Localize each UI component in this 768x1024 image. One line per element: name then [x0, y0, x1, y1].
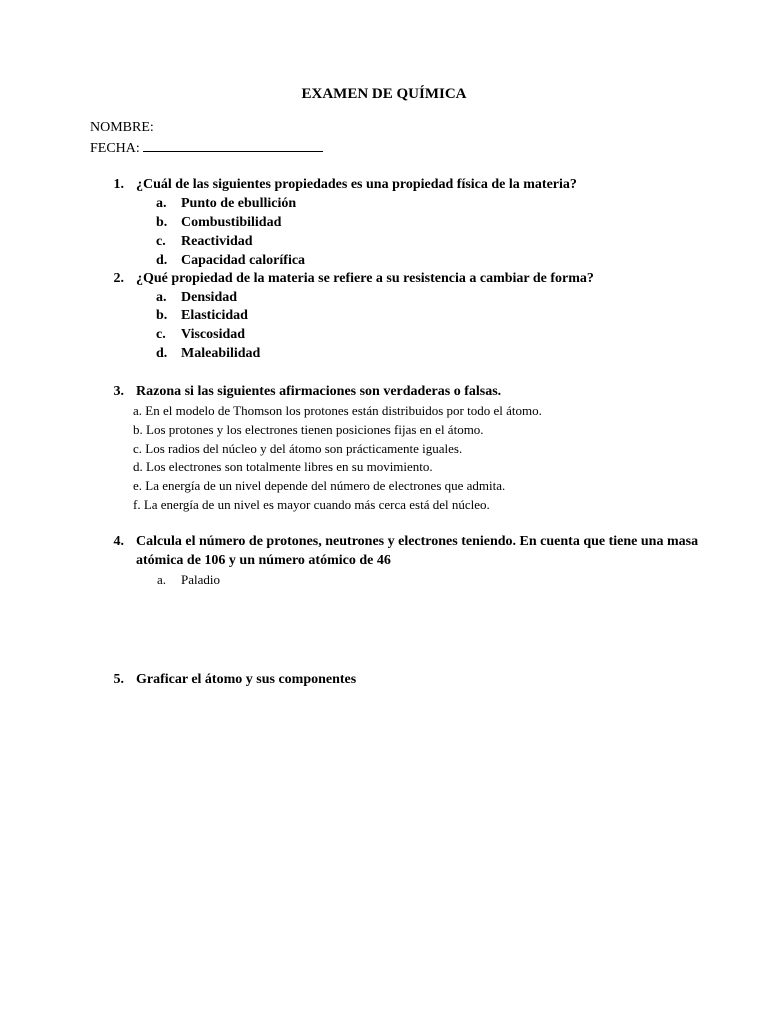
q1-option-d-letter: d.	[156, 253, 168, 268]
q1-option-a-letter: a.	[156, 196, 167, 211]
q2-option-c-text: Viscosidad	[181, 327, 246, 342]
date-field	[90, 139, 323, 157]
name-label: NOMBRE:	[90, 120, 154, 135]
question-4-text-line2: atómica de 106 y un número atómico de 46	[136, 553, 391, 568]
q2-option-b-text: Elasticidad	[181, 308, 248, 323]
q3-statement-f: f. La energía de un nivel es mayor cuando más cerca está del núcleo.	[133, 497, 490, 512]
question-3-text: Razona si las siguientes afirmaciones son verdaderas o falsas.	[136, 384, 502, 399]
date-blank-line	[143, 139, 323, 152]
question-5-number: 5.	[113, 672, 124, 687]
q1-option-b-letter: b.	[156, 215, 168, 230]
q1-option-c-text: Reactividad	[181, 234, 253, 249]
q3-statement-d: d. Los electrones son totalmente libres en su movimiento.	[133, 459, 433, 474]
q1-option-c-letter: c.	[156, 234, 166, 249]
question-1-number: 1.	[113, 177, 124, 192]
q2-option-d-text: Maleabilidad	[181, 346, 261, 361]
q2-option-c-letter: c.	[156, 327, 166, 342]
q4-option-a-text: Paladio	[181, 572, 220, 587]
q3-statement-e: e. La energía de un nivel depende del número de electrones que admita.	[133, 478, 506, 493]
q2-option-d-letter: d.	[156, 346, 168, 361]
q3-statement-a: a. En el modelo de Thomson los protones están distribuidos por todo el átomo.	[133, 403, 542, 418]
question-4-number: 4.	[113, 534, 124, 549]
q2-option-a-text: Densidad	[181, 290, 238, 305]
q3-statement-b: b. Los protones y los electrones tienen posiciones fijas en el átomo.	[133, 422, 484, 437]
q1-option-b-text: Combustibilidad	[181, 215, 282, 230]
q1-option-d-text: Capacidad calorífica	[181, 253, 306, 268]
name-field	[90, 120, 154, 136]
q2-option-b-letter: b.	[156, 308, 168, 323]
q4-option-a-letter: a.	[157, 572, 167, 587]
q1-option-a-text: Punto de ebullición	[181, 196, 297, 211]
question-2-number: 2.	[113, 271, 124, 286]
q3-statement-c: c. Los radios del núcleo y del átomo son prácticamente iguales.	[133, 441, 463, 456]
question-4-text-line1: Calcula el número de protones, neutrones y electrones teniendo. En cuenta que tiene una masa	[136, 534, 699, 549]
question-2-text: ¿Qué propiedad de la materia se refiere a su resistencia a cambiar de forma?	[136, 271, 594, 286]
question-5-text: Graficar el átomo y sus componentes	[136, 672, 357, 687]
question-3-number: 3.	[113, 384, 124, 399]
exam-title: EXAMEN DE QUÍMICA	[301, 86, 467, 102]
date-label: FECHA:	[90, 141, 140, 156]
q2-option-a-letter: a.	[156, 290, 167, 305]
question-1-text: ¿Cuál de las siguientes propiedades es una propiedad física de la materia?	[136, 177, 577, 192]
